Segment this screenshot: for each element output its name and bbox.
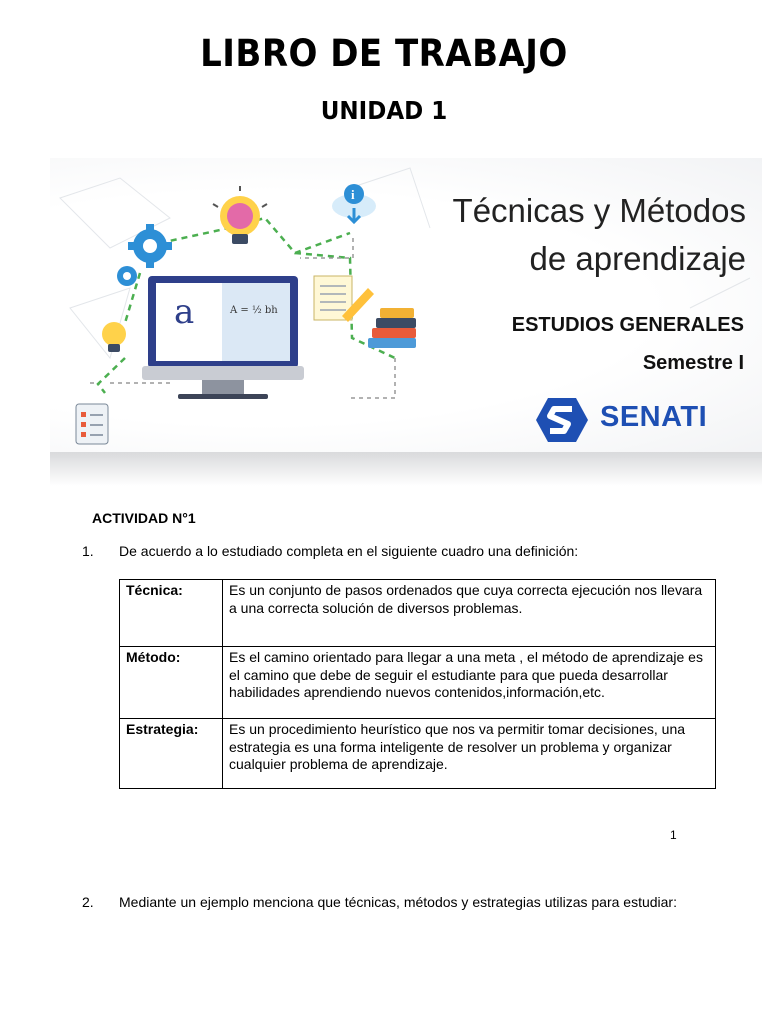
definition-cell: Es un procedimiento heurístico que nos va permitir tomar decisiones, una estrategia es una forma inteligente de resolver un problema y organizar cualquier problema de aprendizaje. [223,719,716,789]
notepad-pencil-icon [314,276,374,322]
activity-heading: ACTIVIDAD N°1 [92,510,196,526]
cover-banner [50,158,762,458]
senati-logo-icon [534,396,590,444]
computer-monitor-icon [142,276,304,399]
screen-symbol: a [174,292,195,332]
brain-bulb-icon [213,186,267,244]
term-cell: Método: [120,647,223,719]
banner-shadow [50,452,762,486]
term-cell: Técnica: [120,580,223,647]
senati-logo-text: SENATI [600,401,708,433]
lightbulb-icon [102,322,126,352]
definition-cell: Es un conjunto de pasos ordenados que cuya correcta ejecución nos llevara a una correcta solución de diversos problemas. [223,580,716,647]
info-cloud-icon [332,184,376,222]
gear-icon [117,266,137,286]
term-cell: Estrategia: [120,719,223,789]
semester-label: Semestre I [642,352,744,374]
question-2-text: Mediante un ejemplo menciona que técnicas, métodos y estrategias utilizas para estudiar: [119,894,677,910]
banner-title-line2: de aprendizaje [529,240,746,277]
table-row [120,719,716,789]
document-title: LIBRO DE TRABAJO [200,32,568,75]
gear-icon [128,224,172,268]
screen-formula: A = ½ bh [230,305,278,316]
table-row [120,580,716,647]
table-row [120,647,716,719]
definitions-table [119,579,716,789]
question-1-text: De acuerdo a lo estudiado completa en el siguiente cuadro una definición: [119,543,579,559]
program-label: ESTUDIOS GENERALES [511,314,744,336]
definition-cell: Es el camino orientado para llegar a una meta , el método de aprendizaje es el camino que debe de seguir el estudiante para que pueda desarrollar habilidades aprendiendo nuevos contenidos,información,etc. [223,647,716,719]
unit-title: UNIDAD 1 [320,96,448,125]
checklist-icon [76,404,108,444]
page-number: 1 [670,828,677,842]
banner-title-line1: Técnicas y Métodos [452,192,746,229]
books-icon [368,308,416,348]
question-2-number: 2. [82,894,94,910]
question-1-number: 1. [82,543,94,559]
svg-text:i: i [351,187,355,202]
